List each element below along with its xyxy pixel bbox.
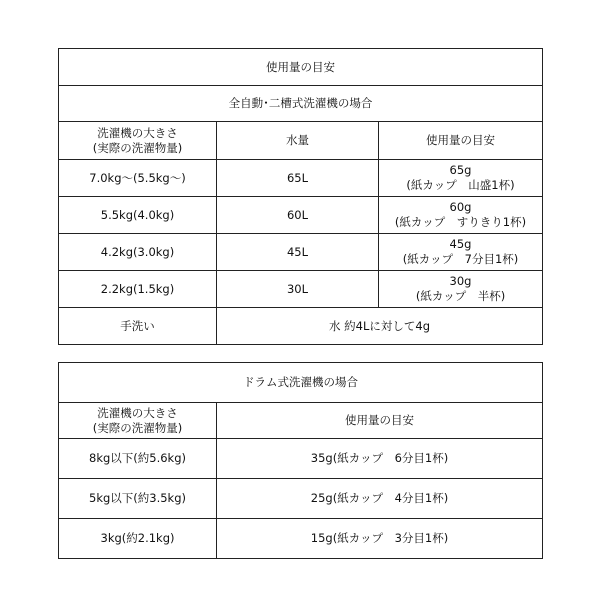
header-machine-size <box>59 122 217 160</box>
row-usage-amount: 15g(紙カップ 3分目1杯) <box>217 519 543 559</box>
usage-grams: 60g <box>449 200 472 214</box>
row-water-amount: 45L <box>217 234 379 271</box>
table-row <box>59 160 543 197</box>
table-header-row <box>59 122 543 160</box>
row-water-amount: 65L <box>217 160 379 197</box>
header-usage-amount: 使用量の目安 <box>379 122 543 160</box>
usage-table-fully-automatic <box>58 48 543 345</box>
table-row <box>59 519 543 559</box>
header-machine-size-line2: (実際の洗濯物量) <box>92 140 183 155</box>
row-water-amount: 60L <box>217 197 379 234</box>
row-machine-size: 3kg(約2.1kg) <box>59 519 217 559</box>
header-machine-size-line2: (実際の洗濯物量) <box>92 420 183 435</box>
table-subtitle: 全自動･二槽式洗濯機の場合 <box>59 86 543 122</box>
table-row-handwash <box>59 308 543 345</box>
table-title-row <box>59 49 543 86</box>
row-machine-size: 8kg以下(約5.6kg) <box>59 439 217 479</box>
row-machine-size: 5.5kg(4.0kg) <box>59 197 217 234</box>
row-usage-amount <box>379 234 543 271</box>
table-subtitle-row <box>59 86 543 122</box>
table-header-row <box>59 403 543 439</box>
row-usage-amount: 35g(紙カップ 6分目1杯) <box>217 439 543 479</box>
handwash-label: 手洗い <box>59 308 217 345</box>
row-usage-amount <box>379 197 543 234</box>
usage-cup-measure: (紙カップ 7分目1杯) <box>402 252 519 266</box>
usage-grams: 30g <box>449 274 472 288</box>
header-machine-size-line1: 洗濯機の大きさ <box>97 405 178 420</box>
table-row <box>59 439 543 479</box>
row-usage-amount <box>379 160 543 197</box>
row-machine-size: 4.2kg(3.0kg) <box>59 234 217 271</box>
row-usage-amount <box>379 271 543 308</box>
table-title: ドラム式洗濯機の場合 <box>59 363 543 403</box>
table-row <box>59 197 543 234</box>
table-title: 使用量の目安 <box>59 49 543 86</box>
usage-grams: 45g <box>449 237 472 251</box>
usage-cup-measure: (紙カップ 半杯) <box>415 289 506 303</box>
row-machine-size: 5kg以下(約3.5kg) <box>59 479 217 519</box>
header-usage-amount: 使用量の目安 <box>217 403 543 439</box>
usage-grams: 65g <box>449 163 472 177</box>
header-machine-size <box>59 403 217 439</box>
usage-table-drum <box>58 362 543 559</box>
usage-cup-measure: (紙カップ 山盛1杯) <box>406 178 515 192</box>
row-machine-size: 2.2kg(1.5kg) <box>59 271 217 308</box>
row-machine-size: 7.0kg～(5.5kg～) <box>59 160 217 197</box>
table-row <box>59 234 543 271</box>
table-title-row <box>59 363 543 403</box>
table-row <box>59 479 543 519</box>
row-usage-amount: 25g(紙カップ 4分目1杯) <box>217 479 543 519</box>
handwash-value: 水 約4Lに対して4g <box>217 308 543 345</box>
table-row <box>59 271 543 308</box>
header-water-amount: 水量 <box>217 122 379 160</box>
row-water-amount: 30L <box>217 271 379 308</box>
header-machine-size-line1: 洗濯機の大きさ <box>97 125 178 140</box>
usage-cup-measure: (紙カップ すりきり1杯) <box>394 215 527 229</box>
